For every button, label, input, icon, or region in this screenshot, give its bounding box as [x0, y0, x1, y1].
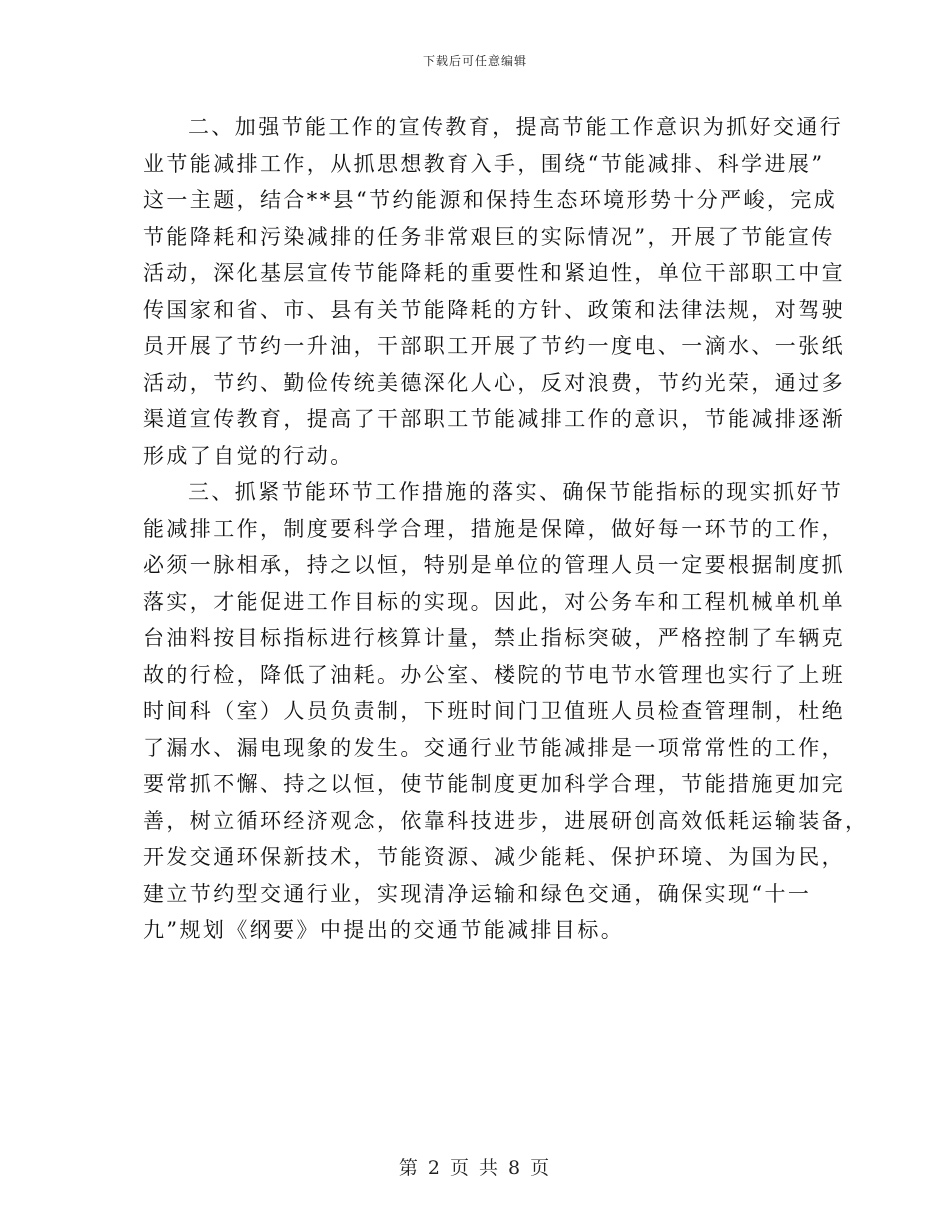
text-line: 渠道宣传教育，提高了干部职工节能减排工作的意识，节能减排逐渐	[143, 407, 845, 431]
text-line: 员开展了节约一升油，干部职工开展了节约一度电、一滴水、一张纸	[143, 334, 845, 358]
text-line: 了漏水、漏电现象的发生。交通行业节能减排是一项常常性的工作，	[143, 735, 845, 760]
text-line: 业节能减排工作，从抓思想教育入手，围绕“节能减排、科学进展”	[143, 151, 825, 176]
text-line: 开发交通环保新技术，节能资源、减少能耗、保护环境、为国为民，	[143, 845, 845, 869]
text-line: 九”规划《纲要》中提出的交通节能减排目标。	[143, 918, 625, 942]
text-line: 传国家和省、市、县有关节能降耗的方针、政策和法律法规，对驾驶	[143, 297, 845, 322]
paragraph-two	[143, 109, 845, 474]
text-line: 这一主题，结合**县“节约能源和保持生态环境形势十分严峻，完成	[143, 188, 838, 212]
page-header: 下载后可任意编辑	[422, 54, 527, 68]
text-line: 时间科（室）人员负责制，下班时间门卫值班人员检查管理制，杜绝	[143, 699, 845, 723]
text-line: 落实，才能促进工作目标的实现。因此，对公务车和工程机械单机单	[143, 589, 845, 614]
body-text	[143, 109, 869, 949]
paragraph-three	[143, 474, 869, 949]
text-line: 活动，节约、勤俭传统美德深化人心，反对浪费，节约光荣，通过多	[143, 370, 845, 395]
text-line: 必须一脉相承，持之以恒，特别是单位的管理人员一定要根据制度抓	[143, 553, 845, 577]
text-line: 善，树立循环经济观念，依靠科技进步，进展研创高效低耗运输装备，	[143, 808, 869, 833]
text-line: 二、加强节能工作的宣传教育，提高节能工作意识为抓好交通行	[188, 115, 844, 139]
text-line: 能减排工作，制度要科学合理，措施是保障，做好每一环节的工作，	[143, 516, 845, 541]
text-line: 节能降耗和污染减排的任务非常艰巨的实际情况”，开展了节能宣传	[143, 224, 835, 249]
text-line: 故的行检，降低了油耗。办公室、楼院的节电节水管理也实行了上班	[143, 662, 845, 687]
text-line: 活动，深化基层宣传节能降耗的重要性和紧迫性，单位干部职工中宣	[143, 261, 845, 285]
text-line: 建立节约型交通行业，实现清净运输和绿色交通，确保实现“十一	[143, 881, 812, 906]
text-line: 台油料按目标指标进行核算计量，禁止指标突破，严格控制了车辆克	[143, 626, 845, 650]
text-line: 要常抓不懈、持之以恒，使节能制度更加科学合理，节能措施更加完	[143, 772, 845, 796]
text-line: 形成了自觉的行动。	[143, 443, 354, 468]
page-number-footer: 第 2 页 共 8 页	[398, 1157, 552, 1179]
text-line: 三、抓紧节能环节工作措施的落实、确保节能指标的现实抓好节	[188, 480, 844, 504]
